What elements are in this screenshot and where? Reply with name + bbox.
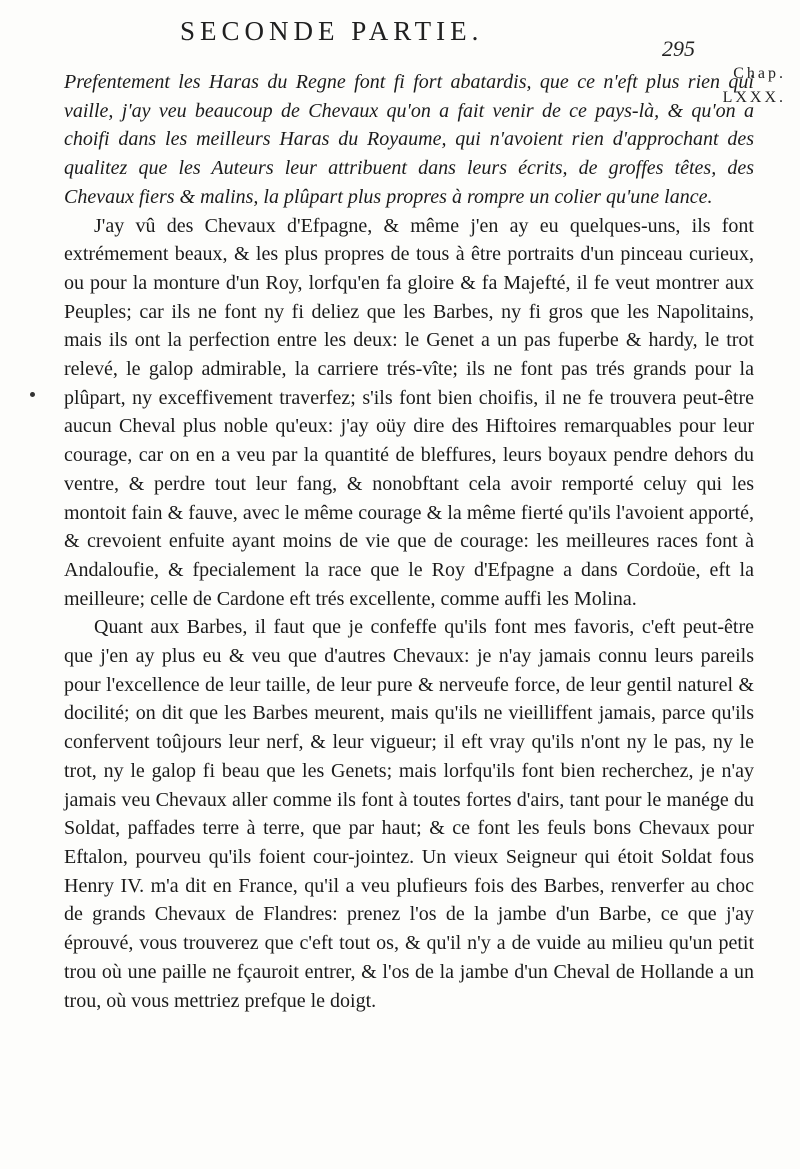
body-text <box>64 68 754 1015</box>
margin-note-chapter: Chap. <box>733 65 786 82</box>
paragraph-italic-intro: Prefentement les Haras du Regne font fi fort abatardis, que ce n'eft plus rien qui vaille, j'ay veu beaucoup de Chevaux qu'on a fait venir de ce pays-là, & qu'on a choifi dans les meilleurs Haras du Royaume, qui n'avoient rien d'approchant des qualitez que les Auteurs leur attribuent dans leurs écrits, de groffes têtes, des Chevaux fiers & malins, la plûpart plus propres à rompre un colier qu'une lance. <box>64 71 754 208</box>
running-head <box>0 14 800 64</box>
margin-note-number: LXXX. <box>722 89 786 106</box>
paragraph-spanish-horses: J'ay vû des Chevaux d'Efpagne, & même j'en ay eu quelques-uns, ils font extrémement beaux, & les plus propres de tous à être portraits d'un pinceau curieux, ou pour la monture d'un Roy, lorfqu'en fa gloire & fa Majefté, il fe veut montrer aux Peuples; car ils ne font ny fi deliez que les Barbes, ny fi gros que les Napolitains, mais ils ont la perfection entre les deux: le Genet a un pas fuperbe & hardy, le trot relevé, le galop admirable, la carriere trés-vîte; ils ne font pas trés grands pour la plûpart, ny exceffivement traverfez; s'ils font bien choifis, il ne fe trouvera peut-être aucun Cheval plus noble qu'eux: j'ay oüy dire des Hiftoires remarquables pour leur courage, car on en a veu par la quantité de bleffures, leurs boyaux pendre dehors du ventre, & perdre tout leur fang, & nonobftant cela avoir remporté celuy qui les montoit fain & fauve, avec le même courage & la même fierté qu'ils l'avoient apporté, & crevoient enfuite ayant moins de vie que de courage: les meilleures races font à Andaloufie, & fpecialement la race que le Roy d'Efpagne a dans Cordoüe, eft la meilleure; celle de Cardone eft trés excellente, comme auffi les Molina. <box>64 214 754 610</box>
page-number: 295 <box>662 36 695 61</box>
paragraph-barb-horses: Quant aux Barbes, il faut que je confeffe qu'ils font mes favoris, c'eft peut-être que j'en ay plus eu & veu que d'autres Chevaux: je n'ay jamais connu leurs pareils pour l'excellence de leur taille, de leur pure & nerveufe force, de leur gentil naturel & docilité; on dit que les Barbes meurent, mais qu'ils ne vieilliffent jamais, parce qu'ils confervent toûjours leur nerf, & leur vigueur; il eft vray qu'ils n'ont ny le pas, ny le trot, ny le galop fi beau que les Genets; mais lorfqu'ils font bien recherchez, je n'ay jamais veu Chevaux aller comme ils font à toutes fortes d'airs, tant pour le manége du Soldat, paffades terre à terre, que par haut; & ce font les feuls bons Chevaux pour Eftalon, pourveu qu'ils foient cour-jointez. Un vieux Seigneur qui étoit Soldat fous Henry IV. m'a dit en France, qu'il a veu plufieurs fois des Barbes, renverfer au choc de grands Chevaux de Flandres: prenez l'os de la jambe d'un Barbe, ce que j'ay éprouvé, vous trouverez que c'eft tout os, & qu'il n'y a de vuide au milieu qu'un petit trou où une paille ne fçauroit entrer, & l'os de la jambe d'un Cheval de Hollande a un trou, où vous mettriez prefque le doigt. <box>64 616 754 1012</box>
running-title: SECONDE PARTIE. <box>180 16 484 46</box>
ink-speck <box>30 392 35 397</box>
